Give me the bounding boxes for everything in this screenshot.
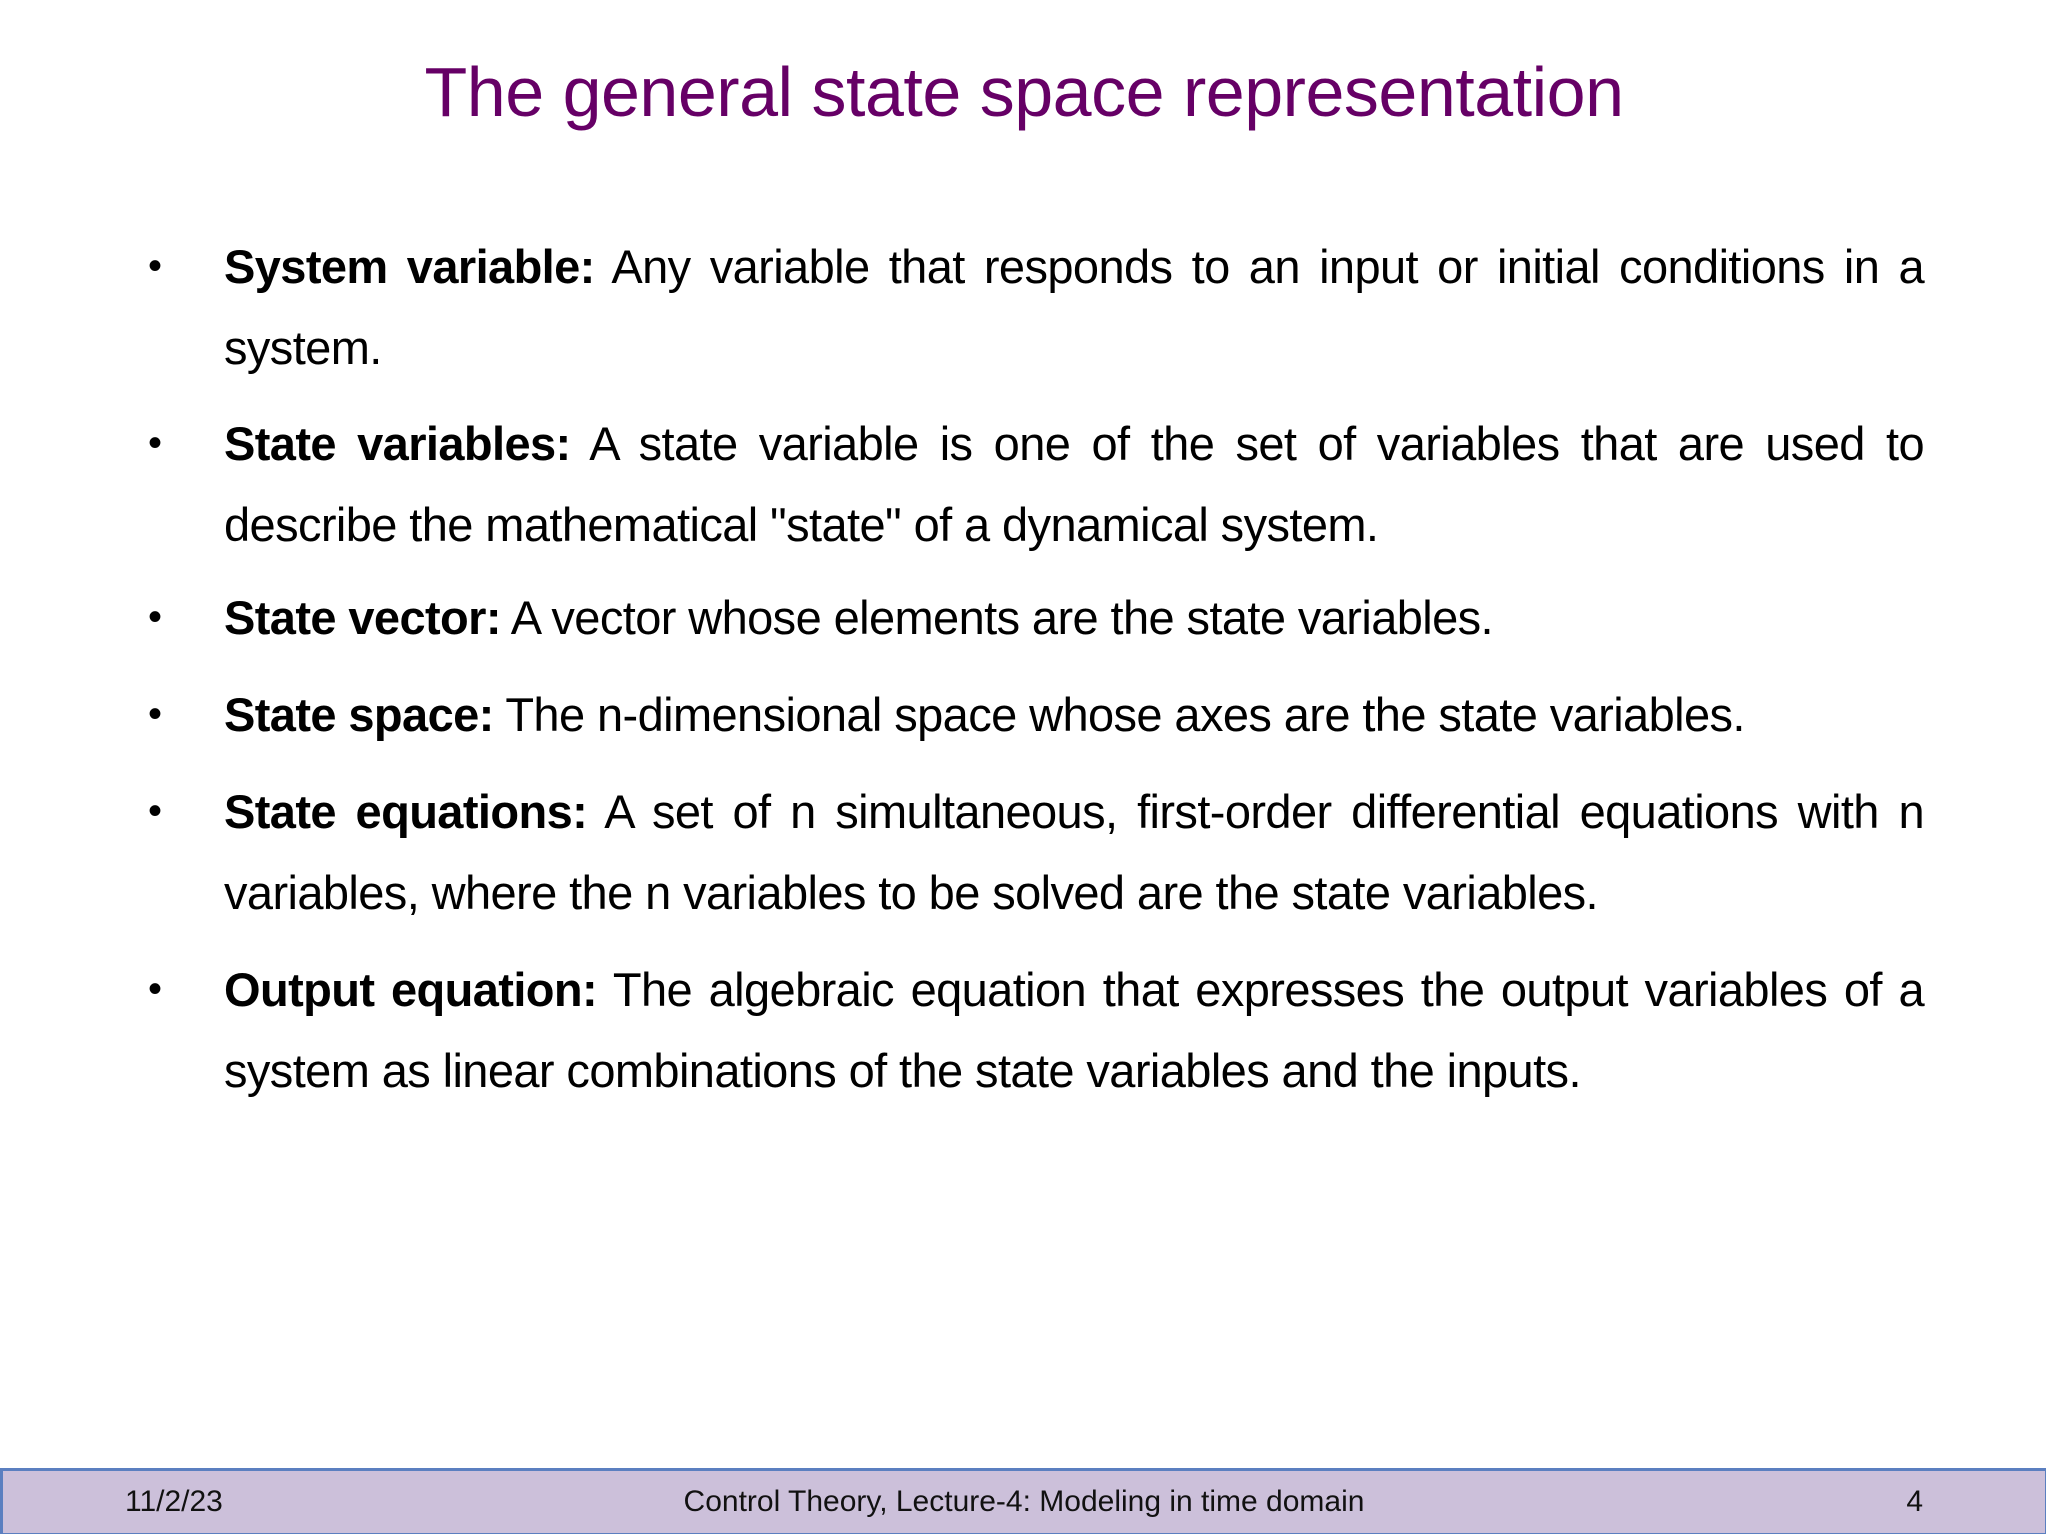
term-label: State vector: [224,591,501,644]
definition-text: A vector whose elements are the state variables. [500,591,1494,644]
bullet-icon: • [148,967,162,1011]
term-label: State equations: [224,785,588,838]
definition-text: Any variable that responds to an input or initial conditions in a system. [224,240,1924,374]
footer-page-number: 4 [1906,1485,1923,1518]
bullet-state-vector [140,577,1924,658]
bullet-state-variables [140,403,1924,565]
term-label: State variables: [224,417,571,470]
term-label: State space: [224,688,494,741]
footer-date: 11/2/23 [125,1485,223,1518]
bullet-icon: • [148,244,162,288]
bullet-system-variable [140,226,1924,388]
definitions-list [140,226,1924,1111]
bullet-icon: • [148,789,162,833]
footer-lecture-title: Control Theory, Lecture-4: Modeling in time domain [683,1485,1365,1518]
bullet-state-space [140,674,1924,755]
bullet-icon: • [148,692,162,736]
bullet-state-equations [140,771,1924,933]
slide-title: The general state space representation [424,53,1624,131]
bullet-icon: • [148,595,162,639]
slide-footer [0,1468,2046,1534]
definition-text: A set of n simultaneous, first-order differential equations with n variables, where the n variables to be solved are the state variables. [224,785,1924,919]
term-label: System variable: [224,240,595,293]
definition-text: The n-dimensional space whose axes are the state variables. [493,688,1745,741]
definition-text: A state variable is one of the set of variables that are used to describe the mathematical "state" of a dynamical system. [224,417,1924,551]
bullet-icon: • [148,421,162,465]
bullet-output-equation [140,949,1924,1111]
term-label: Output equation: [224,963,598,1016]
definition-text: The algebraic equation that expresses the output variables of a system as linear combinations of the state variables and the inputs. [224,963,1924,1097]
